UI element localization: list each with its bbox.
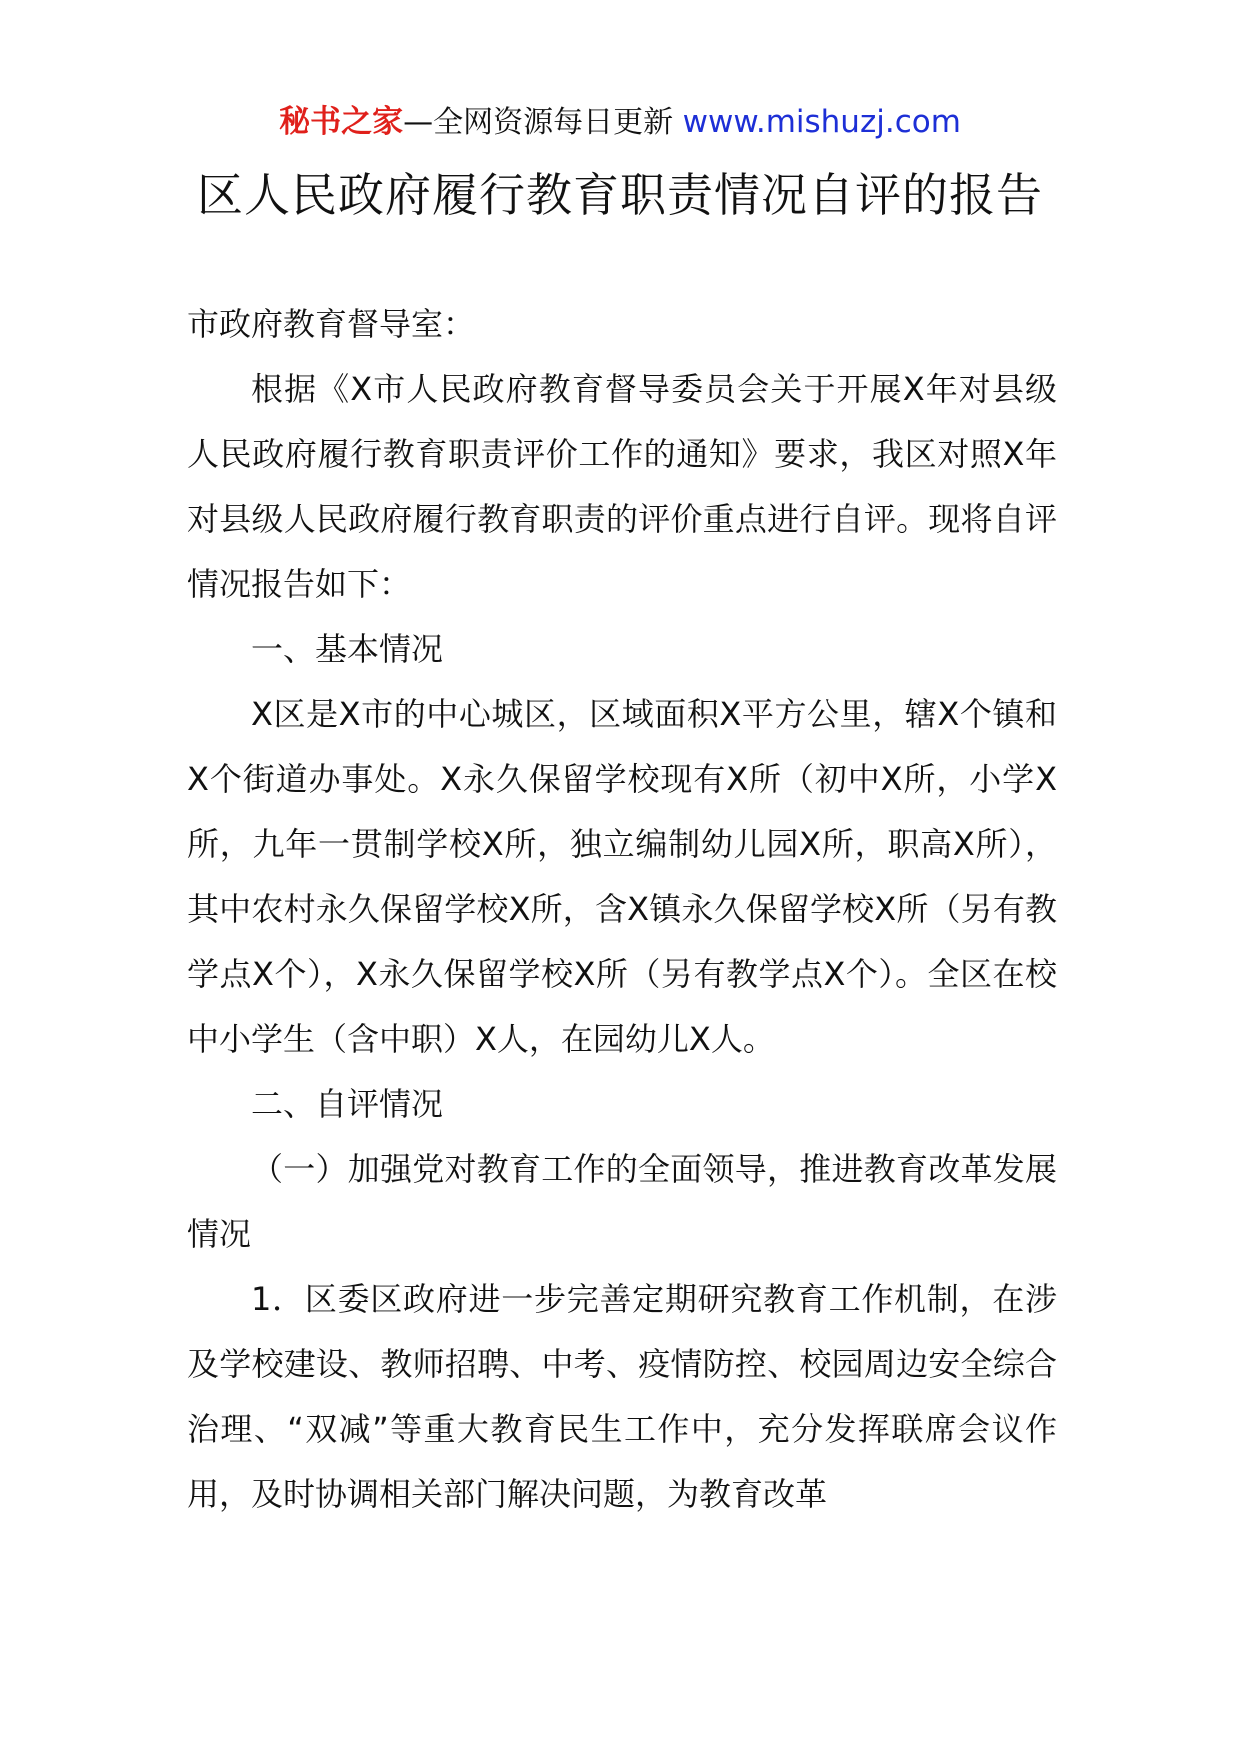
- brand-name: 秘书之家: [279, 104, 404, 140]
- salutation: 市政府教育督导室：: [187, 305, 476, 343]
- item-1-paragraph: 1．区委区政府进一步完善定期研究教育工作机制，在涉及学校建设、教师招聘、中考、疫情防控、校园周边安全综合治理、“双减”等重大教育民生工作中，充分发挥联席会议作用，及时协调相关部门解决问题，为教育改革: [187, 1280, 1057, 1513]
- basic-info-paragraph: X区是X市的中心城区，区域面积X平方公里，辖X个镇和X个街道办事处。X永久保留学校现有X所（初中X所，小学X所，九年一贯制学校X所，独立编制幼儿园X所，职高X所），其中农村永久保留学校X所，含X镇永久保留学校X所（另有教学点X个），X永久保留学校X所（另有教学点X个）。全区在校中小学生（含中职）X人，在园幼儿X人。: [187, 695, 1057, 1058]
- site-banner: [0, 102, 1240, 143]
- document-body: [187, 292, 1057, 1527]
- document-title: 区人民政府履行教育职责情况自评的报告: [197, 168, 1043, 222]
- intro-paragraph: 根据《X市人民政府教育督导委员会关于开展X年对县级人民政府履行教育职责评价工作的通知》要求，我区对照X年对县级人民政府履行教育职责的评价重点进行自评。现将自评情况报告如下：: [187, 370, 1057, 603]
- section-heading-self-eval: 二、自评情况: [251, 1085, 444, 1123]
- site-url-link[interactable]: www.mishuzj.com: [682, 104, 961, 140]
- subsection-heading-party-leadership: （一）加强党对教育工作的全面领导，推进教育改革发展情况: [187, 1150, 1057, 1253]
- section-heading-basic: 一、基本情况: [251, 630, 444, 668]
- brand-tagline: —全网资源每日更新: [403, 105, 674, 140]
